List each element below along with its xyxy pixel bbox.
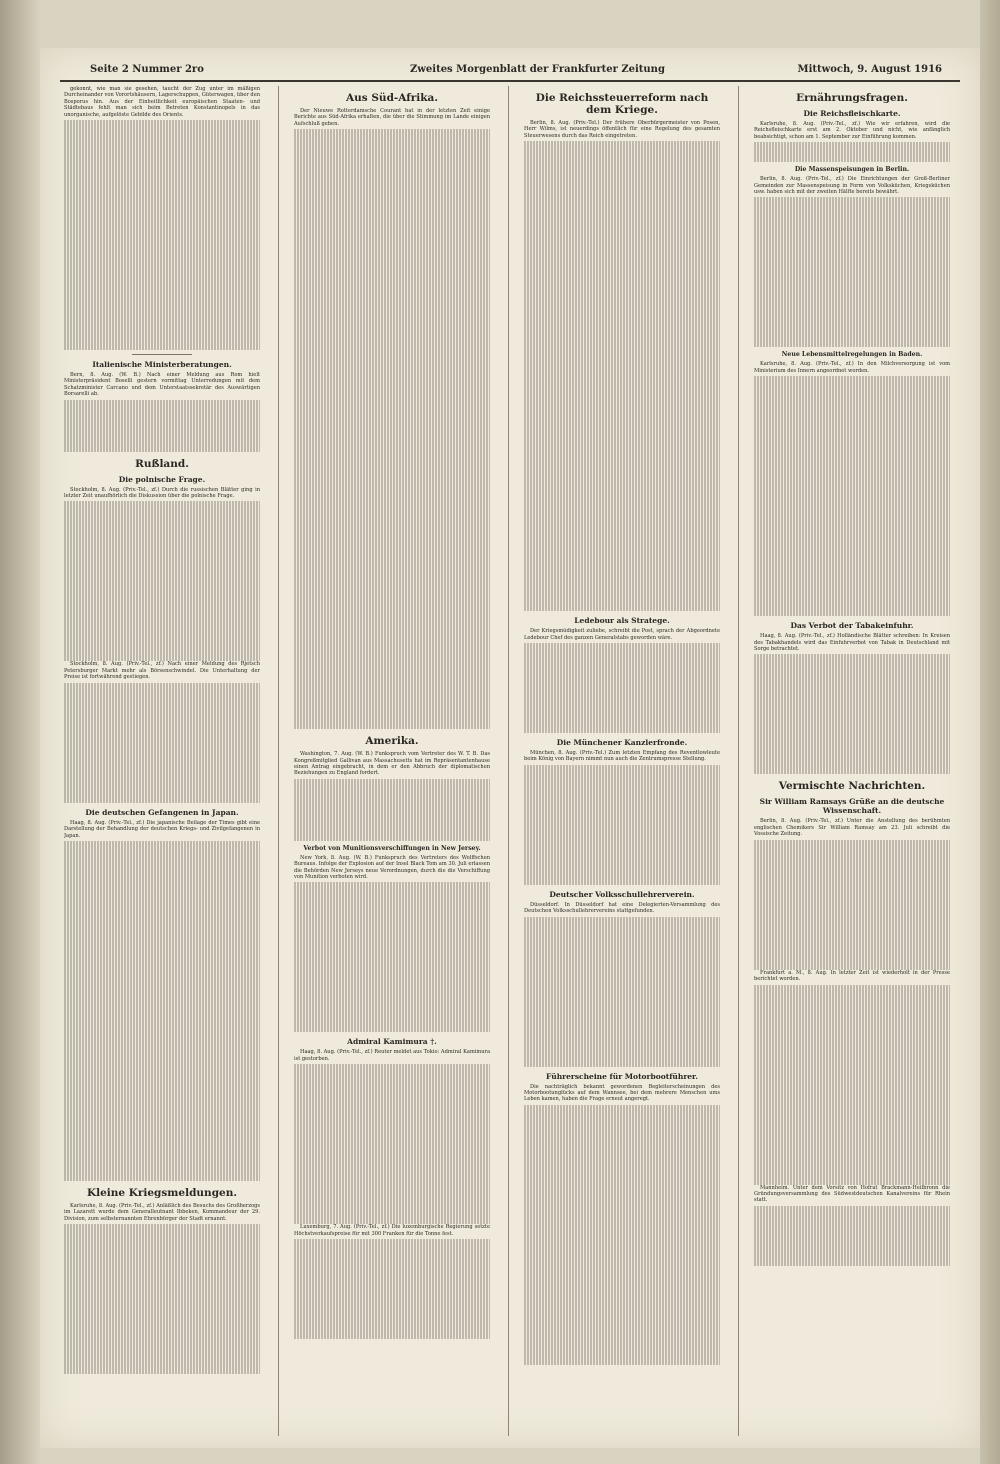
article-text: Frankfurt a. M., 8. Aug. In letzter Zeit ist wiederholt in der Presse berichtet worden. [754, 969, 950, 983]
text-block [294, 1239, 490, 1339]
headline-teachers-association: Deutscher Volksschullehrerverein. [549, 889, 695, 899]
text-block [294, 779, 490, 841]
headline-mass-feeding-berlin: Die Massenspeisungen in Berlin. [794, 166, 910, 174]
headline-food-questions: Ernährungsfragen. [796, 92, 908, 104]
newspaper-title: Zweites Morgenblatt der Frankfurter Zeitung [410, 64, 665, 75]
headline-motorboat-licenses: Führerscheine für Motorbootführer. [546, 1071, 698, 1081]
text-block [754, 376, 950, 616]
text-block [64, 501, 260, 661]
column-4 [754, 86, 950, 1436]
article-text: Haag, 8. Aug. (Priv.-Tel., zf.) Reuter meldet aus Tokio: Admiral Kamimura ist gestorben. [294, 1049, 490, 1062]
article-text: Berlin, 8. Aug. (Priv.-Tel., zf.) Unter die Anstellung des berühmten englischen Chemikers Sir William Ramsay am 23. Juli schreibt die Vossische Zeitung. [754, 818, 950, 838]
column-divider [738, 86, 739, 1436]
text-block [754, 197, 950, 347]
article-text: Berlin, 8. Aug. (Priv.-Tel., zf.) Die Einrichtungen der Groß-Berliner Gemeinden zur Massenspeisung in Form von Volksküchen, Kriegsküchen usw. haben sich mit der zweiten Hälfte bereits bewährt. [754, 176, 950, 196]
book-spine-shadow [0, 0, 40, 1464]
headline-america: Amerika. [365, 735, 419, 748]
text-block [64, 400, 260, 452]
article-text: Berlin, 8. Aug. (Priv.-Tel.) Der frühere Oberbürgermeister von Posen, Herr Wilms, ist neuerdings öffentlich für eine Regelung des gesamten Steuerwesens durch das Reich eingetreten. [524, 120, 720, 139]
text-block [294, 129, 490, 729]
masthead-rule [60, 80, 960, 82]
article-text: Stockholm, 8. Aug. (Priv.-Tel., zf.) Nach einer Meldung des Rjetsch Petersburger Markt mehr als Börsenschwindel. Die Unterhaltung der Preise ist fortwährend gestiegen. [64, 661, 260, 681]
headline-ramsay: Sir William Ramsays Grüße an die deutsche Wissenschaft. [759, 797, 945, 816]
text-block [524, 917, 720, 1067]
article-text: Der Nieuwe Rotterdamsche Courant hat in der letzten Zeit einige Berichte aus Süd-Afrika erhalten, die über die Stimmung im Lande einigen Aufschluß geben. [294, 108, 490, 127]
text-block [524, 643, 720, 733]
text-block [64, 120, 260, 350]
text-block [754, 985, 950, 1185]
headline-baden-food-rules: Neue Lebensmittelregelungen in Baden. [781, 351, 923, 359]
headline-ledebour: Ledebour als Stratege. [574, 616, 670, 626]
headline-miscellaneous: Vermischte Nachrichten. [778, 780, 926, 793]
article-text: Der Kriegsmüdigkeit zuliebe, schreibt die Post, sprach der Abgeordnete Ledebour Chef des ganzen Generalstabs geworden wäre. [524, 628, 720, 641]
article-text: Mannheim. Unter dem Vorsitz von Hofrat Brackmann-Heilbronn die Gründungsversammlung des Südwestdeutschen Kanalvereins für Rhein statt. [754, 1184, 950, 1204]
text-block [754, 654, 950, 774]
divider [132, 354, 192, 355]
headline-small-war-reports: Kleine Kriegsmeldungen. [86, 1186, 238, 1199]
article-text: Washington, 7. Aug. (W. B.) Funkspruch vom Vertreter des W. T. B. Das Kongreßmitglied Gallivan aus Massachusetts hat im Repräsentantenhause einen Antrag eingebracht, in dem er den Abbruch der diplomatischen Beziehungen zu England fordert. [294, 751, 490, 777]
text-block [294, 1064, 490, 1224]
headline-tax-reform: Die Reichssteuerreform nach dem Kriege. [535, 92, 709, 116]
article-text: Bern, 8. Aug. (W. B.) Nach einer Meldung aus Rom hielt Ministerpräsident Boselli gestern vormittag Unterredungen mit dem Schatzminister Carcano und dem Unterstaatssekretär des Auswärtigen Borsarelli ab. [64, 372, 260, 398]
article-text: Karlsruhe, 8. Aug. (Priv.-Tel., zf.) In den Milchversorgung ist vom Ministerium des Innern angeordnet worden. [754, 361, 950, 374]
headline-russia: Rußland. [135, 457, 189, 470]
headline-tobacco-ban: Das Verbot der Tabakeinfuhr. [790, 621, 914, 631]
text-block [64, 841, 260, 1181]
headline-italian-ministers: Italienische Ministerberatungen. [92, 360, 232, 370]
text-block [524, 141, 720, 611]
text-block [64, 683, 260, 803]
article-text: gekonnt, wie man sie gesehen, taucht der Zug unter im mäßigen Durcheinander von Vorortshäusern, Lagerschuppen, Güterwagen, über den Bosporus hin. Aus der Einheitlichkeit europäischen Staaten- und Städtebaus fehlt man sich beim Betreten Konstantinopels in das unorganische, aufgelöste Gebilde des Orients. [64, 86, 260, 118]
article-text: Karlsruhe, 8. Aug. (Priv.-Tel., zf.) Anläßlich des Besuchs des Großherzogs im Lazarett wurde dem Generalleutnant Ibbeken, Kommandeur der 29. Division, zum selbsternannten Ehrenbürger der Stadt ernannt. [64, 1202, 260, 1222]
column-divider [508, 86, 509, 1436]
text-block [524, 1105, 720, 1365]
column-2 [294, 86, 490, 1436]
column-3 [524, 86, 720, 1436]
article-text: Karlsruhe, 8. Aug. (Priv.-Tel., zf.) Wie wir erfahren, wird die Reichsfleischkarte erst am 2. Oktober und nicht, wie anfänglich beabsichtigt, schon am 1. September zur Einführung kommen. [754, 121, 950, 140]
article-text: München, 8. Aug. (Priv.-Tel.) Zum letzten Empfang des Reventlowleute beim König von Bayern nimmt nun auch die Zentrumspresse Stellung. [524, 750, 720, 763]
column-divider [278, 86, 279, 1436]
text-block [754, 840, 950, 970]
headline-munitions-new-jersey: Verbot von Munitionsverschiffungen in New Jersey. [303, 844, 481, 852]
page-number: Seite 2 Nummer 2ro [90, 64, 204, 75]
headline-prisoners-japan: Die deutschen Gefangenen in Japan. [85, 807, 239, 817]
headline-munich-chancellor-fronde: Die Münchener Kanzlerfronde. [556, 738, 688, 748]
headline-south-africa: Aus Süd-Afrika. [346, 92, 438, 104]
text-block [524, 765, 720, 885]
text-block [64, 1224, 260, 1374]
article-text: Stockholm, 8. Aug. (Priv.-Tel., zf.) Durch die russischen Blätter ging in letzter Zeit unaufhörlich die Diskussion über die polnische Frage. [64, 486, 260, 500]
article-text: New York, 8. Aug. (W. B.) Funkspruch des Vertreters des Wolffschen Bureaus. Infolge der Explosion auf der Insel Black Tom am 30. Juli erlassen die Behörden New Jerseys neue Verordnungen, durch die die Verschiffung von Munition verboten wird. [294, 854, 490, 881]
newspaper-page [40, 48, 980, 1448]
issue-date: Mittwoch, 9. August 1916 [797, 64, 942, 75]
headline-meat-card: Die Reichsfleischkarte. [803, 109, 901, 118]
article-text: Düsseldorf. In Düsseldorf hat eine Delegierten-Versammlung des Deutschen Volksschullehrervereins stattgefunden. [524, 901, 720, 915]
article-text: Haag, 8. Aug. (Priv.-Tel., zf.) Die japanische Beilage der Times gibt eine Darstellung der Behandlung der deutschen Kriegs- und Zivilgefangenen in Japan. [64, 819, 260, 839]
headline-polish-question: Die polnische Frage. [118, 474, 206, 484]
article-text: Luxemburg, 7. Aug. (Priv.-Tel., zf.) Die luxemburgische Regierung setzte Höchstverkaufspreise für mit 300 Franken für die Tonne fest. [294, 1224, 490, 1237]
column-1 [64, 86, 260, 1436]
text-block [294, 882, 490, 1032]
text-block [754, 142, 950, 162]
masthead [60, 60, 960, 82]
page-edge [980, 0, 1000, 1464]
headline-admiral-kamimura: Admiral Kamimura †. [347, 1037, 437, 1047]
article-text: Haag, 8. Aug. (Priv.-Tel., zf.) Holländische Blätter schreiben: In Kreisen des Tabakhandels wird das Einfuhrverbot von Tabak in Deutschland mit Sorge betrachtet. [754, 633, 950, 653]
article-text: Die nachträglich bekannt gewordenen Begleiterscheinungen des Motorbootunglücks auf dem Wannsee, bei dem mehrere Menschen ums Leben kamen, haben die Frage erneut angeregt. [524, 1083, 720, 1103]
text-block [754, 1206, 950, 1266]
